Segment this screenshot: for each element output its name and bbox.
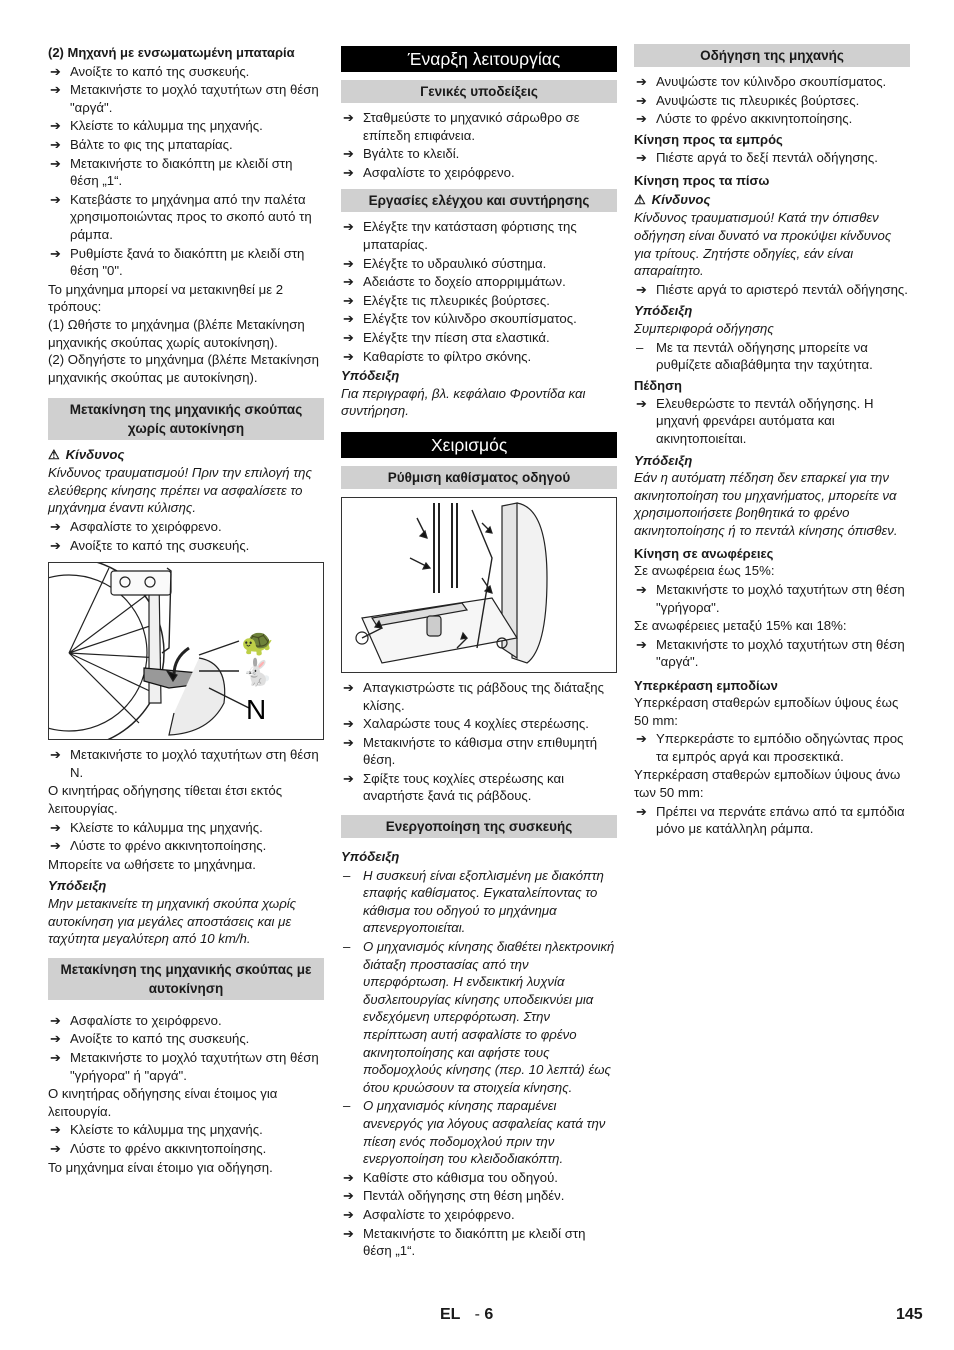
step-list (48, 819, 324, 855)
step-item (48, 63, 324, 81)
seat-adjust-figure (341, 497, 617, 673)
arrow-right-icon: ➔ (636, 111, 647, 127)
note-text: Για περιγραφή, βλ. κεφάλαιο Φροντίδα και συντήρηση. (341, 385, 586, 419)
step-text: Πρέπει να περνάτε επάνω από τα εμπόδια μόνο με κατάλληλη ράμπα. (656, 803, 905, 837)
step-text: Χαλαρώστε τους 4 κοχλίες στερέωσης. (363, 716, 589, 732)
step-list (48, 1121, 324, 1157)
step-list (48, 1012, 324, 1084)
section-page-number: 6 (484, 1306, 494, 1323)
step-text: Πιέστε αργά το αριστερό πεντάλ οδήγησης. (656, 281, 908, 297)
arrow-right-icon: ➔ (50, 191, 61, 207)
step-text: Ασφαλίστε το χειρόφρενο. (363, 1206, 515, 1222)
step-item (634, 581, 910, 616)
dash-item (634, 339, 910, 374)
arrow-right-icon: ➔ (50, 118, 61, 134)
dash-text: Με τα πεντάλ οδήγησης μπορείτε να ρυθμίζετε αδιαβάθμητα την ταχύτητα. (656, 339, 873, 373)
arrow-right-icon: ➔ (50, 537, 61, 553)
section-bar: Ενεργοποίηση της συσκευής (341, 815, 617, 838)
step-list (341, 679, 617, 805)
step-item (48, 1140, 324, 1158)
note-heading: Υπόδειξη (634, 303, 693, 319)
subheading: Κίνηση προς τα πίσω (634, 173, 770, 189)
arrow-right-icon: ➔ (343, 292, 354, 308)
step-item (48, 1121, 324, 1139)
step-text: Ελέγξτε την πίεση στα ελαστικά. (363, 329, 550, 345)
subheading: Υπερκέραση εμποδίων (634, 678, 778, 694)
step-item (341, 1169, 617, 1187)
subheading: Πέδηση (634, 377, 682, 393)
step-item (341, 348, 617, 366)
paragraph: Σε ανωφέρειες μεταξύ 15% και 18%: (634, 618, 847, 634)
dash-bullet: – (636, 339, 644, 355)
note-heading: Υπόδειξη (48, 878, 107, 894)
arrow-right-icon: ➔ (343, 716, 354, 732)
note-text: Μην μετακινείτε τη μηχανική σκούπα χωρίς αυτοκίνηση για μεγάλες αποστάσεις και με ταχύτητα μεγαλύτερη από 10 km/h. (48, 896, 297, 947)
arrow-right-icon: ➔ (343, 1206, 354, 1222)
dash-item (341, 1097, 617, 1167)
note-heading: Υπόδειξη (341, 849, 400, 865)
step-text: Ελέγξτε την κατάσταση φόρτισης της μπαταρίας. (363, 219, 577, 252)
step-item (48, 136, 324, 154)
section-bar: Οδήγηση της μηχανής (634, 44, 910, 67)
paragraph: (1) Ωθήστε το μηχάνημα (βλέπε Μετακίνηση μηχανικής σκούπας χωρίς αυτοκίνηση). (48, 316, 305, 350)
column-1 (48, 44, 324, 1176)
step-item (341, 329, 617, 347)
step-item (634, 281, 910, 299)
step-list (634, 581, 910, 616)
paragraph: Ο κινητήρας οδήγησης τίθεται έτσι εκτός λειτουργίας. (48, 783, 283, 817)
section-heading: (2) Μηχανή με ενσωματωμένη μπαταρία (48, 45, 295, 60)
step-text: Ασφαλίστε το χειρόφρενο. (70, 519, 222, 535)
step-list (634, 803, 910, 838)
step-item (634, 803, 910, 838)
arrow-right-icon: ➔ (50, 245, 61, 261)
arrow-right-icon: ➔ (636, 803, 647, 819)
step-item (48, 837, 324, 855)
step-text: Κατεβάστε το μηχάνημα από την παλέτα χρησιμοποιώντας προς το σκοπό αυτό τη ράμπα. (70, 191, 312, 242)
step-list (341, 1169, 617, 1260)
step-item (341, 292, 617, 310)
arrow-right-icon: ➔ (636, 74, 647, 89)
step-text: Μετακινήστε το μοχλό ταχυτήτων στη θέση "γρήγορα". (656, 582, 905, 615)
step-text: Ανοίξτε το καπό της συσκευής. (70, 63, 250, 79)
arrow-right-icon: ➔ (636, 395, 647, 411)
step-item (48, 518, 324, 536)
step-text: Σφίξτε τους κοχλίες στερέωσης και αναρτήστε ξανά τις ράβδους. (363, 770, 565, 804)
step-item (341, 255, 617, 273)
paragraph: Το μηχάνημα μπορεί να μετακινηθεί με 2 τρόπους: (48, 281, 284, 315)
step-item (341, 109, 617, 144)
step-text: Ελέγξτε τον κύλινδρο σκουπίσματος. (363, 311, 577, 327)
arrow-right-icon: ➔ (343, 274, 354, 290)
dash-text: Ο μηχανισμός κίνησης διαθέτει ηλεκτρονική διάταξη προστασίας από την υπερφόρτωση. Η ενδεικτική λυχνία δυσλειτουργίας κίνησης υποδεικνύει μια ενδεχόμενη υπερφόρτωση. Στην περίπτωση αυτή ασφαλίστε το φρένο ακινητοποίησης και αφήστε τους ποδομοχλούς κίνησης (περ. 10 λεπτά) έως ότου κρυώσουν τα στοιχεία κίνησης. (363, 939, 615, 1095)
dash-bullet: – (343, 867, 351, 883)
neutral-label: N (246, 694, 267, 726)
arrow-right-icon: ➔ (50, 838, 61, 854)
step-list (341, 218, 617, 365)
step-text: Βγάλτε το κλειδί. (363, 146, 460, 162)
step-item (634, 149, 910, 167)
paragraph: Σε ανωφέρεια έως 15%: (634, 563, 775, 579)
step-text: Ανοίξτε το καπό της συσκευής. (70, 1031, 250, 1047)
step-text: Ανοίξτε το καπό της συσκευής. (70, 537, 250, 553)
hare-icon: 🐇 (241, 658, 274, 689)
arrow-right-icon: ➔ (343, 255, 354, 271)
arrow-right-icon: ➔ (343, 348, 354, 364)
paragraph: Το μηχάνημα είναι έτοιμο για οδήγηση. (48, 1159, 273, 1175)
dash-list (634, 339, 910, 374)
dash-item (341, 867, 617, 937)
step-item (48, 819, 324, 837)
dash-list (341, 867, 617, 1168)
dash-bullet: – (343, 1098, 351, 1114)
subheading: Κίνηση σε ανωφέρειες (634, 546, 774, 562)
step-item (48, 1049, 324, 1084)
chapter-bar: Έναρξη λειτουργίας (341, 46, 617, 72)
step-text: Αδειάστε το δοχείο απορριμμάτων. (363, 274, 566, 290)
chapter-bar: Χειρισμός (341, 432, 617, 458)
step-text: Βάλτε το φις της μπαταρίας. (70, 136, 233, 152)
note-text: Εάν η αυτόματη πέδηση δεν επαρκεί για την ακινητοποίηση του μηχανήματος, μπορείτε να χρησιμοποιήσετε βοηθητικά το φρένο ακινητοποίησης ή το πεντάλ κίνησης όπισθεν. (634, 470, 898, 538)
arrow-right-icon: ➔ (50, 63, 61, 79)
step-text: Κλείστε το κάλυμμα της μηχανής. (70, 118, 263, 134)
danger-label: Κίνδυνος (65, 447, 125, 463)
arrow-right-icon: ➔ (50, 82, 61, 98)
arrow-right-icon: ➔ (343, 1188, 354, 1204)
step-text: Ελευθερώστε το πεντάλ οδήγησης. Η μηχανή φρενάρει αυτόματα και ακινητοποιείται. (656, 395, 874, 446)
column-3 (634, 44, 910, 839)
step-item (341, 164, 617, 182)
dash-text: Η συσκευή είναι εξοπλισμένη με διακόπτη επαφής καθίσματος. Εγκαταλείποντας το κάθισμα του οδηγού το μηχάνημα απενεργοποιείται. (363, 867, 604, 936)
step-text: Ανυψώστε τις πλευρικές βούρτσες. (656, 92, 860, 108)
arrow-right-icon: ➔ (636, 149, 647, 165)
step-text: Λύστε το φρένο ακκινητοποίησης. (70, 838, 267, 854)
arrow-right-icon: ➔ (50, 155, 61, 171)
step-item (341, 734, 617, 769)
page-number: 145 (896, 1306, 923, 1323)
step-item (341, 1206, 617, 1224)
subheading: Κίνηση προς τα εμπρός (634, 131, 783, 147)
arrow-right-icon: ➔ (343, 110, 354, 125)
arrow-right-icon: ➔ (50, 1122, 61, 1138)
step-text: Ασφαλίστε το χειρόφρενο. (70, 1012, 222, 1028)
arrow-right-icon: ➔ (636, 636, 647, 652)
note-text: Συμπεριφορά οδήγησης (634, 320, 774, 336)
step-text: Μετακινήστε το διακόπτη με κλειδί στη θέση „1“. (70, 155, 293, 189)
step-item (48, 191, 324, 244)
section-bar: Ρύθμιση καθίσματος οδηγού (341, 466, 617, 489)
step-item (48, 245, 324, 280)
step-text: Καθίστε στο κάθισμα του οδηγού. (363, 1169, 558, 1185)
warning-triangle-icon: ⚠ (48, 447, 60, 463)
step-item (634, 395, 910, 448)
arrow-right-icon: ➔ (50, 1049, 61, 1065)
step-text: Πεντάλ οδήγησης στη θέση μηδέν. (363, 1188, 565, 1204)
note-heading: Υπόδειξη (341, 368, 400, 384)
step-item (341, 1187, 617, 1205)
step-item (341, 273, 617, 291)
arrow-right-icon: ➔ (636, 281, 647, 297)
step-item (48, 117, 324, 135)
arrow-right-icon: ➔ (343, 164, 354, 180)
arrow-right-icon: ➔ (343, 219, 354, 235)
dash-text: Ο μηχανισμός κίνησης παραμένει ανενεργός για λόγους ασφαλείας κατά την πίεση ενός ποδομοχλού πριν την ενεργοποίηση του κλειδοδιακόπτη. (363, 1098, 606, 1167)
arrow-right-icon: ➔ (50, 136, 61, 152)
section-bar: Εργασίες ελέγχου και συντήρησης (341, 189, 617, 212)
step-item (341, 1225, 617, 1260)
section-bar: Μετακίνηση της μηχανικής σκούπας χωρίς αυτοκίνηση (48, 398, 324, 440)
step-text: Μετακινήστε το μοχλό ταχυτήτων στη θέση "αργά". (656, 636, 905, 670)
step-item (341, 770, 617, 805)
section-bar: Μετακίνηση της μηχανικής σκούπας με αυτοκίνηση (48, 958, 324, 1000)
step-list (634, 73, 910, 128)
step-list (634, 149, 910, 167)
step-text: Ελέγξτε το υδραυλικό σύστημα. (363, 255, 547, 271)
page-footer (440, 1306, 493, 1324)
gear-lever-figure (48, 562, 324, 740)
step-item (341, 715, 617, 733)
step-item (341, 679, 617, 714)
step-text: Λύστε το φρένο ακκινητοποίησης. (70, 1140, 267, 1156)
paragraph: Μπορείτε να ωθήσετε το μηχάνημα. (48, 856, 256, 872)
arrow-right-icon: ➔ (343, 770, 354, 786)
step-item (634, 110, 910, 128)
language-code: EL (440, 1306, 461, 1323)
column-2 (341, 44, 617, 1261)
step-list (634, 281, 910, 299)
danger-heading (48, 446, 324, 464)
step-text: Μετακινήστε το μοχλό ταχυτήτων στη θέση "αργά". (70, 82, 319, 115)
arrow-right-icon: ➔ (50, 819, 61, 835)
step-item (634, 730, 910, 765)
paragraph: Υπερκέραση σταθερών εμποδίων ύψους άνω των 50 mm: (634, 767, 901, 800)
step-text: Μετακινήστε το μοχλό ταχυτήτων στη θέση N. (70, 747, 319, 780)
arrow-right-icon: ➔ (343, 311, 354, 327)
step-item (48, 1030, 324, 1048)
step-text: Πιέστε αργά το δεξί πεντάλ οδήγησης. (656, 149, 878, 165)
step-text: Απαγκιστρώστε τις ράβδους της διάταξης κλίσης. (363, 679, 604, 713)
step-text: Ρυθμίστε ξανά το διακόπτη με κλειδί στη θέση "0". (70, 245, 305, 279)
arrow-right-icon: ➔ (343, 1225, 354, 1241)
step-item (48, 1012, 324, 1030)
step-list (48, 746, 324, 781)
section-bar: Γενικές υποδείξεις (341, 80, 617, 103)
arrow-right-icon: ➔ (636, 92, 647, 108)
step-list (48, 518, 324, 554)
step-text: Ανυψώστε τον κύλινδρο σκουπίσματος. (656, 74, 887, 89)
step-text: Μετακινήστε το μοχλό ταχυτήτων στη θέση "γρήγορα" ή "αργά". (70, 1049, 319, 1083)
step-text: Μετακινήστε το κάθισμα στην επιθυμητή θέση. (363, 734, 598, 768)
turtle-icon: 🐢 (241, 628, 274, 659)
arrow-right-icon: ➔ (343, 679, 354, 695)
arrow-right-icon: ➔ (50, 1012, 61, 1028)
step-item (634, 636, 910, 671)
step-text: Σταθμεύστε το μηχανικό σάρωθρο σε επίπεδη επιφάνεια. (363, 110, 580, 143)
danger-label: Κίνδυνος (651, 192, 711, 208)
step-list (634, 395, 910, 448)
step-item (634, 92, 910, 110)
step-item (48, 155, 324, 190)
step-item (48, 746, 324, 781)
danger-text: Κίνδυνος τραυματισμού! Κατά την όπισθεν οδήγηση είναι δυνατό να προκύψει κίνδυνος για τρίτους. Ζητήστε οδηγίες, εάν είναι απαραίτητο. (634, 210, 892, 279)
paragraph: Υπερκέραση σταθερών εμποδίων ύψους έως 50 mm: (634, 695, 899, 728)
note-heading: Υπόδειξη (634, 452, 693, 468)
dash-item (341, 938, 617, 1096)
step-text: Λύστε το φρένο ακκινητοποίησης. (656, 111, 853, 127)
footer-separator: - (474, 1306, 480, 1323)
step-list (48, 63, 324, 280)
arrow-right-icon: ➔ (343, 146, 354, 162)
danger-text: Κίνδυνος τραυματισμού! Πριν την επιλογή της ελεύθερης κίνησης πρέπει να ασφαλίσετε το μηχάνημα έναντι κύλισης. (48, 465, 312, 516)
step-item (48, 81, 324, 116)
step-text: Ελέγξτε τις πλευρικές βούρτσες. (363, 292, 550, 308)
step-list (341, 109, 617, 181)
step-item (634, 73, 910, 91)
arrow-right-icon: ➔ (343, 1169, 354, 1185)
dash-bullet: – (343, 939, 351, 955)
step-text: Μετακινήστε το διακόπτη με κλειδί στη θέση „1“. (363, 1225, 586, 1259)
warning-triangle-icon: ⚠ (634, 192, 646, 208)
step-item (48, 537, 324, 555)
step-item (341, 145, 617, 163)
arrow-right-icon: ➔ (50, 519, 61, 535)
arrow-right-icon: ➔ (636, 582, 647, 598)
step-text: Υπερκεράστε το εμπόδιο οδηγώντας προς τα εμπρός αργά και προσεκτικά. (656, 731, 904, 764)
gear-lever-illustration (49, 563, 323, 739)
paragraph: (2) Οδηγήστε το μηχάνημα (βλέπε Μετακίνηση μηχανικής σκούπας με αυτοκίνηση). (48, 352, 320, 385)
step-list (634, 730, 910, 765)
arrow-right-icon: ➔ (636, 731, 647, 747)
arrow-right-icon: ➔ (343, 329, 354, 345)
arrow-right-icon: ➔ (343, 734, 354, 750)
paragraph: Ο κινητήρας οδήγησης είναι έτοιμος για λειτουργία. (48, 1086, 278, 1119)
arrow-right-icon: ➔ (50, 1140, 61, 1156)
step-text: Κλείστε το κάλυμμα της μηχανής. (70, 1122, 263, 1138)
step-item (341, 310, 617, 328)
step-item (341, 218, 617, 253)
step-text: Ασφαλίστε το χειρόφρενο. (363, 164, 515, 180)
danger-heading (634, 191, 910, 209)
seat-illustration (342, 498, 608, 672)
arrow-right-icon: ➔ (50, 747, 61, 763)
step-text: Καθαρίστε το φίλτρο σκόνης. (363, 348, 532, 364)
arrow-right-icon: ➔ (50, 1031, 61, 1047)
step-list (634, 636, 910, 671)
step-text: Κλείστε το κάλυμμα της μηχανής. (70, 819, 263, 835)
